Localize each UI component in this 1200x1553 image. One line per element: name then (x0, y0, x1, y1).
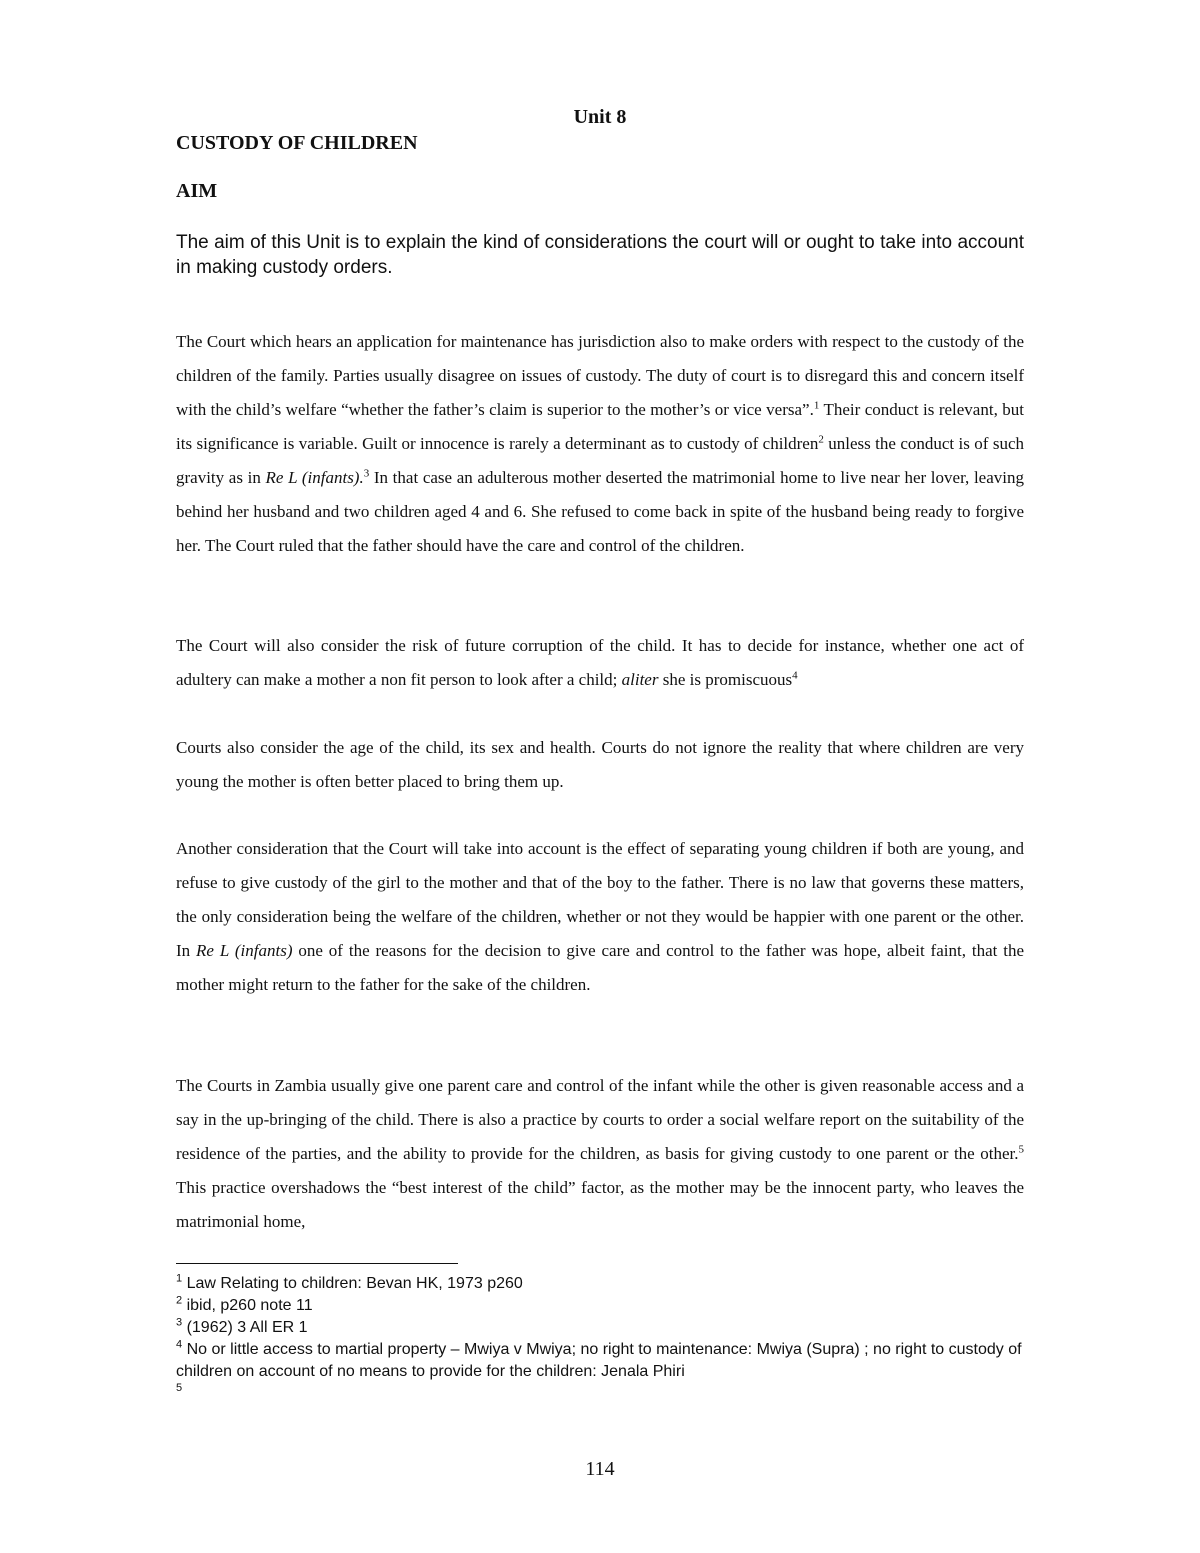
paragraph-4-text-b: one of the reasons for the decision to give care and control to the father was hope, albeit faint, that the mother might return to the father for the sake of the children. (176, 941, 1024, 994)
footnote-ref-3: 3 (363, 467, 370, 480)
paragraph-2-text-b: she is promiscuous (658, 670, 793, 689)
paragraph-1-text-d: In that case an adulterous mother deserted the matrimonial home to live near her lover, leaving behind her husband and two children aged 4 and 6. She refused to come back in spite of the husband being ready to forgive her. The Court ruled that the father should have the care and control of the children. (176, 468, 1024, 555)
paragraph-2 (176, 629, 1024, 697)
footnote-separator (176, 1263, 458, 1264)
paragraph-5-text-a: The Courts in Zambia usually give one parent care and control of the infant while the other is given reasonable access and a say in the up-bringing of the child. There is also a practice by courts to order a social welfare report on the suitability of the residence of the parties, and the ability to provide for the children, as basis for giving custody to one parent or the other. (176, 1076, 1024, 1163)
paragraph-1-text-b: Their conduct is relevant, but its significance is variable. Guilt or innocence is rarely a determinant as to custody of children (176, 400, 1024, 453)
paragraph-4-text-a: Another consideration that the Court will take into account is the effect of separating young children if both are young, and refuse to give custody of the girl to the mother and that of the boy to the father. There is no law that governs these matters, the only consideration being the welfare of the children, whether or not they would be happier with one parent or the other. In (176, 839, 1024, 960)
aim-text: The aim of this Unit is to explain the kind of considerations the court will or ought to take into account in making custody orders. (176, 232, 1024, 278)
footnote-text: Law Relating to children: Bevan HK, 1973 p260 (182, 1275, 523, 1292)
footnote-3 (176, 1317, 1024, 1339)
aliter-term: aliter (621, 670, 659, 689)
footnote-4 (176, 1339, 1024, 1383)
case-name-re-l: Re L (infants). (265, 468, 364, 487)
footnote-number: 1 (176, 1272, 183, 1285)
page-title: CUSTODY OF CHILDREN (176, 132, 418, 154)
footnote-number: 4 (176, 1338, 183, 1351)
case-name-re-l-infants: Re L (infants) (196, 941, 293, 960)
footnote-2 (176, 1295, 1024, 1317)
footnote-text: (1962) 3 All ER 1 (182, 1319, 308, 1336)
paragraph-1-text-a: The Court which hears an application for maintenance has jurisdiction also to make orders with respect to the custody of the children of the family. Parties usually disagree on issues of custody. The duty of court is to disregard this and concern itself with the child’s welfare “whether the father’s claim is superior to the mother’s or vice versa”. (176, 332, 1024, 419)
page-number: 114 (585, 1458, 615, 1480)
footnote-number: 2 (176, 1294, 183, 1307)
paragraph-3: Courts also consider the age of the child, its sex and health. Courts do not ignore the reality that where children are very young the mother is often better placed to bring them up. (176, 738, 1024, 791)
paragraph-2-text-a: The Court will also consider the risk of future corruption of the child. It has to decide for instance, whether one act of adultery can make a mother a non fit person to look after a child; (176, 636, 1024, 689)
footnote-ref-2: 2 (818, 433, 824, 446)
footnote-5 (176, 1383, 1024, 1393)
footnotes (176, 1273, 1024, 1393)
footnote-number: 3 (176, 1316, 183, 1329)
footnote-ref-4: 4 (792, 669, 798, 682)
footnote-number: 5 (176, 1382, 183, 1394)
paragraph-5 (176, 1069, 1024, 1239)
aim-heading: AIM (176, 180, 218, 202)
paragraph-5-text-b: This practice overshadows the “best interest of the child” factor, as the mother may be the innocent party, who leaves the matrimonial home, (176, 1178, 1024, 1231)
paragraph-1 (176, 325, 1024, 563)
footnote-1 (176, 1273, 1024, 1295)
footnote-ref-5: 5 (1018, 1143, 1024, 1156)
paragraph-4 (176, 832, 1024, 1002)
paragraph-1-text-c: unless the conduct is of such gravity as in (176, 434, 1024, 487)
footnote-ref-1: 1 (813, 399, 820, 412)
unit-heading: Unit 8 (573, 106, 627, 128)
footnote-text: ibid, p260 note 11 (182, 1297, 313, 1314)
footnote-text: No or little access to martial property – Mwiya v Mwiya; no right to maintenance: Mwiya (Supra) ; no right to custody of children on account of no means to provide for the children: Jenala Phiri (176, 1341, 1022, 1380)
